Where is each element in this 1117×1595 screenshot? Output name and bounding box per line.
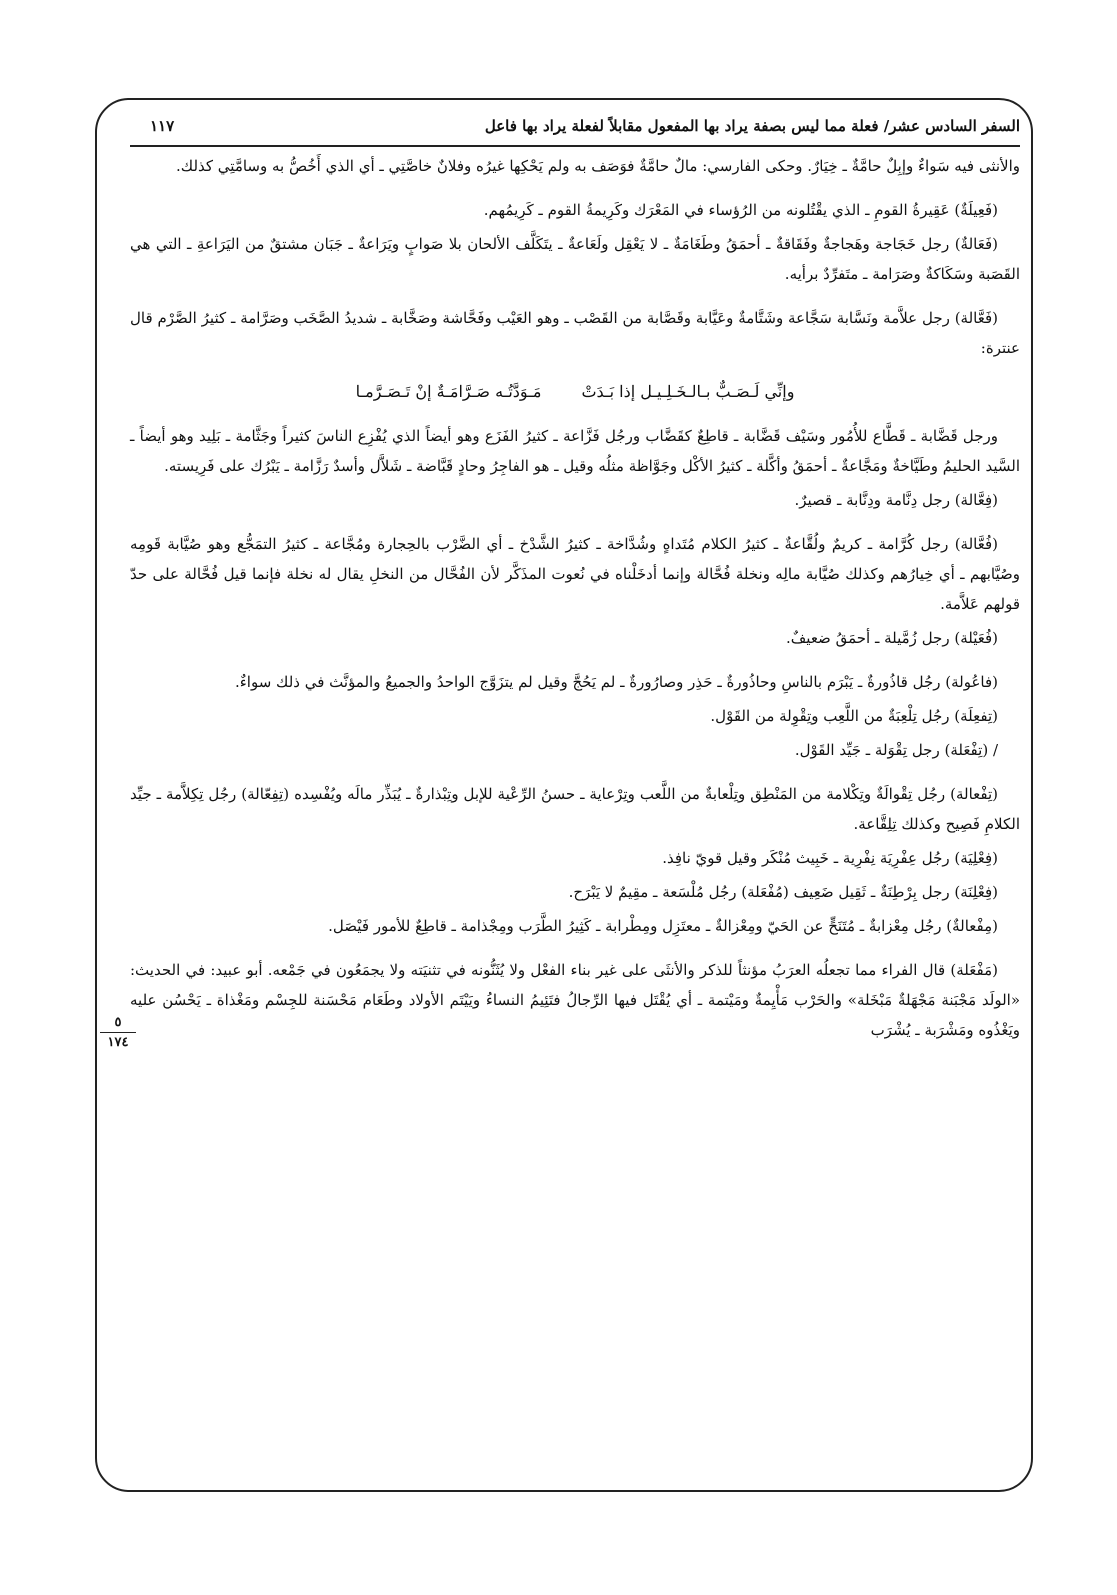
paragraph: (فِعْلِنَة) رجل بِرْطِنَةٌ ـ ثَقِيل ضَعِيف (مُفْعَلة) رجُل مُلْسَعة ـ مقِيمٌ لا يَبْرَح. xyxy=(568,883,998,901)
paragraph: (تِفعِلَة) رجُل تِلْعِبَةٌ من اللَّعِب وتِقْوِلة من القَوْل. xyxy=(710,707,998,725)
page-number: ١١٧ xyxy=(150,117,175,135)
paragraph: (مَفْعَلة) قال الفراء مما تجعلُه العرَبُ مؤنثاً للذكر والأنثَى على غير بناء الفعْل ولا يُثَنُّونه في تثنيَته ولا يجمَعُون في جَمْعه. أبو عبيد: في الحديث: «الولَد مَجْبَنة مَجْهَلةٌ مَبْخَلة» والحَرْب مَأْيِمةٌ ومَيْتمة ـ أي يُقْتَل فيها الرِّجالُ فتَئِيمُ النساءُ ويَيْتَم الأولاد وطَعَام مَحْسَنة للجِسْم ومَغْذاة ـ يَحْسُن عليه ويَغْذُوه ومَشْرَبة ـ يُشْرَب xyxy=(130,961,1020,1039)
paragraph: (مِفْعالةٌ) رجُل مِعْزابةٌ ـ مُتَنَحٍّ عن الحَيّ ومِعْزالةٌ ـ معتَزِل ومِطْرابة ـ كَثِيرُ الطَّرَب ومِجْذامة ـ قاطِعٌ للأمور فَيْصَل. xyxy=(328,917,998,935)
paragraph: (فِعْلِيَة) رجُل عِفْرِيَة نِفْرِية ـ خَبِيث مُنْكَر وقيل قويّ نافِذ. xyxy=(662,849,998,867)
paragraph: (فَعَّالة) رجل علاَّمة ونَسَّابة سَجَّاعة وشَتَّامةٌ وعَيَّابة وقَصَّابة من القَصْب ـ وهو العَيْب وفَحَّاشة وصَخَّابة ـ شديدُ الصَّخَب وصَرَّامة ـ كثيرُ الصَّرْم قال عنترة: xyxy=(130,309,1020,357)
paragraph: (فِعَّالة) رجل دِنَّامة ودِنَّابة ـ قصيرٌ. xyxy=(794,491,998,509)
margin-ref-divider xyxy=(100,1032,136,1033)
paragraph: ورجل قَضَّابة ـ قَطَّاع للأُمُور وسَيْف قَضَّابة ـ قاطِعٌ كقَضَّاب ورجُل فَزَّاعة ـ كثيرُ الفَزَع وهو أيضاً الذي يُفْزِع الناسَ كثيراً وجَثَّامة ـ بَلِيد وهو أيضاً ـ السَّيد الحليمُ وطَيَّاخةٌ ومَجَّاعةٌ ـ أحمَقُ وأكَّلة ـ كثيرُ الأكْل وجَوَّاظة مثلُه وقيل ـ هو الفاجِرُ وحادٍ قَبَّاضة ـ شَلاَّل وأسدٌ رَزَّامة ـ يَبْرُك على فَرِيسته. xyxy=(130,427,1020,475)
paragraph: (فُعَيْلة) رجل زُمَّيلة ـ أحمَقُ ضعيفٌ. xyxy=(786,629,998,647)
paragraph: / (تِفْعَلة) رجل تِقْوَلة ـ جَيِّد القَوْل. xyxy=(794,741,998,759)
margin-ref-top: ٥ xyxy=(114,1015,122,1030)
paragraph: (فُعَّالة) رجل كُرَّامة ـ كريمٌ ولُقَّاعةٌ ـ كثيرُ الكلام مُتَداهٍ وشُدَّاخة ـ كثيرُ الشَّدْخ ـ أي الضَّرْب بالحِجارة ومُجَّاعة ـ كثيرُ التمَجُّع وهو صُيَّابة قَومِه وصُيَّابهم ـ أي خِيارُهم وكذلك صُيَّابة مالِه ونخلة فُحَّالة وإنما أدخَلْناه في نُعوت المذَكَّر لأن الفُحَّال من النخلِ يقال له نخلة فإنما قيل فُحَّالة على حدّ قولهم عَلاَّمة. xyxy=(130,535,1020,613)
paragraph: والأنثى فيه سَواءٌ وإبِلٌ حامَّةٌ ـ خِيَارٌ. وحكى الفارسي: مالٌ حامَّةٌ فوَصَف به ولم يَحْكِها غيرُه وفلانٌ خاصَّتِي ـ أي الذي أَخُصُّ به وسامَّتِي كذلك. xyxy=(176,157,1020,175)
header-title: السفر السادس عشر/ فعلة مما ليس بصفة يراد بها المفعول مقابلاً لفعلة يراد بها فاعل xyxy=(484,117,1020,135)
verse-first-hemistich: وإنِّي لَـصَـبٌّ بـالـخَـلِـيـل إذا بَـدَتْ xyxy=(581,382,795,401)
manuscript-page-reference xyxy=(100,1015,136,1050)
margin-ref-bottom: ١٧٤ xyxy=(107,1035,129,1050)
poem-verse xyxy=(130,377,1020,407)
document-page xyxy=(130,105,1020,1465)
paragraph: (فاعُولة) رجُل قاذُورةٌ ـ يَبْرَم بالناسِ وحاذُورةٌ ـ حَذِر وصارُورةٌ ـ لم يَحُجَّ وقيل لم يتزَوَّج الواحدُ والجميعُ والمؤنَّث في ذلك سواءٌ. xyxy=(234,673,998,691)
page-body xyxy=(130,151,1020,1045)
running-header xyxy=(130,105,1020,147)
paragraph: (تِفْعالة) رجُل تِقْوالَةٌ وتِكْلامة من المَنْطِق وتِلْعابةٌ من اللَّعب وتِرْعاية ـ حسنُ الرِّعْية للإبل وتِبْذارةٌ ـ يُبَذِّر مالَه ويُفْسِده (تِفِعّالة) رجُل تِكِلاَّمة ـ جيِّد الكلامِ فَصِيح وكذلك تِلِقَّاعة. xyxy=(130,785,1020,833)
paragraph: (فَعَالةٌ) رجل خَجَاجة وهَجاجةٌ وفَقَاقةٌ ـ أحمَقُ وطَغَامَةٌ ـ لا يَعْقِل ولَعَاعةٌ ـ يتَكَلَّف الألحان بلا صَوابٍ ويَرَاعةٌ ـ جَبَان مشتقٌ من اليَرَاعةِ ـ التي هي القَصَبة وسَكَاكةٌ وصَرَامة ـ متَفرِّدٌ برأيه. xyxy=(130,235,1020,283)
paragraph: (فَعِيلَةٌ) عَقِيرةُ القومِ ـ الذي يقْتُلونه من الرُؤساء في المَعْرَك وكَرِيمةُ القوم ـ كَرِيمُهم. xyxy=(483,201,998,219)
verse-second-hemistich: مَـوَدَّتُـه صَـرَّامَـةٌ إنْ تَـصَـرَّمـا xyxy=(355,382,542,401)
